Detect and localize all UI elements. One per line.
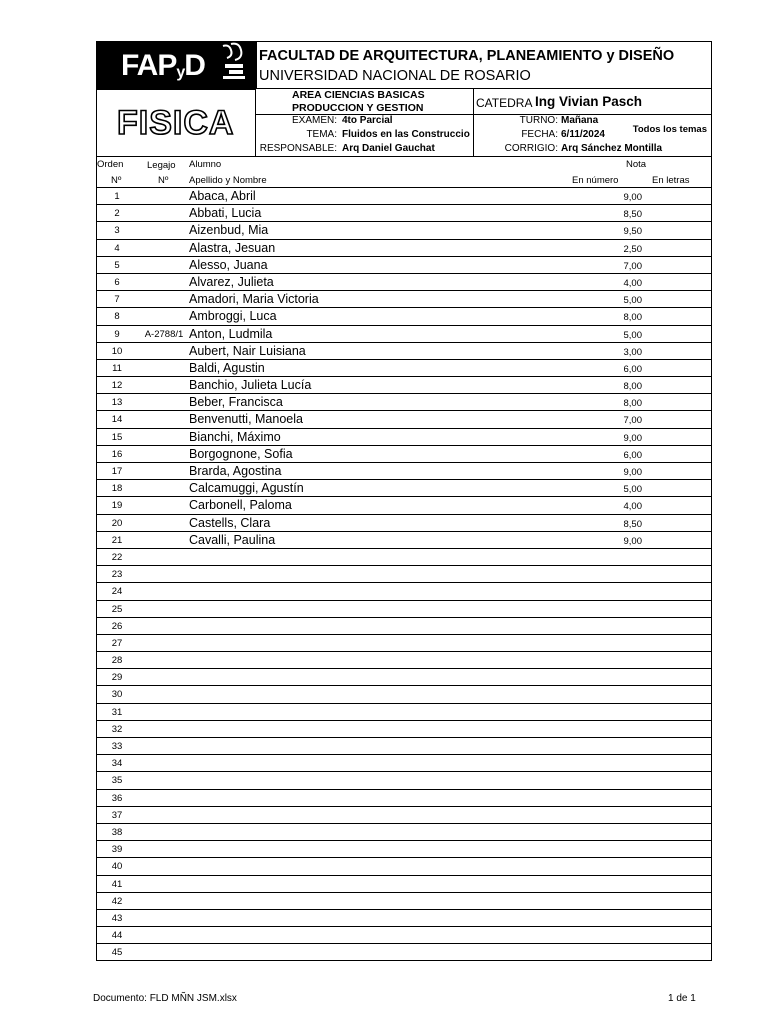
row-grade-number: 6,00	[623, 363, 642, 375]
table-row	[97, 394, 711, 411]
row-number: 42	[111, 895, 123, 907]
row-number: 31	[111, 706, 123, 718]
col-alumno: Alumno	[189, 159, 222, 170]
logo-text: FAPyD	[121, 49, 205, 82]
row-number: 23	[111, 569, 123, 581]
row-grade-number: 3,00	[623, 346, 642, 358]
table-row	[97, 291, 711, 308]
row-grade-number: 2,50	[623, 243, 642, 255]
table-row	[97, 429, 711, 446]
table-row	[97, 446, 711, 463]
row-student-name: Benvenutti, Manoela	[189, 412, 303, 427]
row-number: 18	[111, 483, 123, 495]
row-grade-number: 8,50	[623, 209, 642, 221]
tema-label: TEMA:	[306, 129, 337, 140]
table-row	[97, 824, 711, 841]
table-row	[97, 944, 711, 961]
row-student-name: Borgognone, Sofia	[189, 446, 293, 461]
table-row	[97, 790, 711, 807]
row-student-name: Beber, Francisca	[189, 395, 283, 410]
area-line-1: AREA CIENCIAS BASICAS	[292, 89, 425, 101]
row-number: 29	[111, 672, 123, 684]
table-row	[97, 222, 711, 239]
table-row	[97, 893, 711, 910]
table-row	[97, 807, 711, 824]
row-grade-number: 4,00	[623, 501, 642, 513]
table-row	[97, 549, 711, 566]
faculty-logo	[97, 42, 257, 89]
row-number: 7	[114, 294, 120, 306]
row-number: 15	[111, 431, 123, 443]
area-line-2: PRODUCCION Y GESTION	[292, 102, 424, 114]
col-orden: Orden	[97, 159, 124, 170]
university-name: UNIVERSIDAD NACIONAL DE ROSARIO	[259, 68, 531, 84]
row-student-name: Castells, Clara	[189, 515, 271, 530]
row-number: 16	[111, 448, 123, 460]
row-number: 6	[114, 276, 120, 288]
row-student-name: Banchio, Julieta Lucía	[189, 378, 312, 393]
turno-value: Mañana	[561, 115, 599, 126]
row-student-name: Ambroggi, Luca	[189, 309, 277, 324]
table-row	[97, 377, 711, 394]
row-grade-number: 8,00	[623, 381, 642, 393]
row-number: 24	[111, 586, 123, 598]
row-grade-number: 5,00	[623, 329, 642, 341]
table-row	[97, 652, 711, 669]
sheet-header	[96, 41, 712, 157]
table-row	[97, 343, 711, 360]
row-number: 17	[111, 466, 123, 477]
table-row	[97, 188, 711, 205]
row-number: 10	[111, 345, 123, 357]
row-number: 13	[111, 397, 123, 409]
col-legajo: Legajo	[147, 160, 176, 171]
row-student-name: Aizenbud, Mia	[189, 223, 269, 238]
tema-value: Fluidos en las Construccio	[342, 129, 470, 140]
row-number: 40	[111, 861, 123, 873]
row-number: 33	[111, 741, 123, 752]
column-header	[96, 157, 712, 188]
row-number: 26	[111, 620, 123, 632]
row-number: 32	[111, 723, 123, 735]
subject-title: FISICA	[117, 104, 235, 142]
row-number: 38	[111, 826, 123, 838]
table-row	[97, 411, 711, 428]
row-grade-number: 8,00	[623, 312, 642, 324]
table-row	[97, 532, 711, 549]
row-number: 43	[111, 912, 123, 924]
col-nota: Nota	[626, 159, 647, 170]
subject-box	[97, 89, 256, 156]
faculty-title: FACULTAD DE ARQUITECTURA, PLANEAMIENTO y DISEÑO	[259, 48, 675, 64]
table-row	[97, 704, 711, 721]
corrigio-label: CORRIGIO:	[504, 143, 558, 154]
row-number: 37	[111, 809, 123, 821]
table-row	[97, 240, 711, 257]
table-row	[97, 721, 711, 738]
examen-label: EXAMEN:	[291, 115, 337, 126]
row-student-name: Alesso, Juana	[189, 257, 268, 272]
logo-emblem-icon	[215, 42, 255, 82]
catedra-label: CATEDRA	[476, 96, 533, 110]
row-number: 39	[111, 844, 123, 856]
row-number: 9	[114, 328, 120, 340]
catedra-value: Ing Vivian Pasch	[535, 94, 643, 109]
col-apellido: Apellido y Nombre	[189, 175, 267, 186]
row-grade-number: 8,50	[623, 518, 642, 530]
row-number: 4	[114, 242, 120, 254]
table-row	[97, 566, 711, 583]
row-number: 22	[111, 551, 123, 563]
row-student-name: Anton, Ludmila	[189, 326, 273, 341]
row-grade-number: 5,00	[623, 484, 642, 496]
row-grade-number: 9,00	[623, 535, 642, 547]
row-grade-number: 4,00	[623, 277, 642, 289]
row-number: 12	[111, 380, 123, 392]
row-grade-number: 6,00	[623, 449, 642, 461]
table-row	[97, 583, 711, 600]
grade-sheet	[96, 41, 712, 961]
responsable-value: Arq Daniel Gauchat	[342, 143, 435, 154]
row-student-name: Alastra, Jesuan	[189, 240, 276, 255]
col-orden-n: Nº	[111, 175, 122, 186]
table-row	[97, 308, 711, 325]
table-row	[97, 669, 711, 686]
col-legajo-n: Nº	[158, 175, 169, 186]
table-row	[97, 257, 711, 274]
row-grade-number: 5,00	[623, 295, 642, 307]
table-row	[97, 463, 711, 480]
row-student-name: Alvarez, Julieta	[189, 274, 274, 289]
turno-label: TURNO:	[519, 115, 558, 126]
area-box	[256, 89, 474, 115]
row-student-name: Abbati, Lucia	[189, 206, 262, 221]
table-row	[97, 772, 711, 789]
row-number: 36	[111, 792, 123, 804]
table-row	[97, 205, 711, 222]
row-number: 14	[111, 414, 123, 426]
row-student-name: Brarda, Agostina	[189, 464, 282, 478]
row-grade-number: 8,00	[623, 398, 642, 410]
row-grade-number: 9,50	[623, 226, 642, 238]
footer-page: 1 de 1	[668, 993, 696, 1004]
table-row	[97, 360, 711, 377]
table-row	[97, 635, 711, 652]
fecha-label: FECHA:	[521, 129, 558, 140]
table-row	[97, 274, 711, 291]
row-number: 2	[114, 208, 120, 220]
row-student-name: Carbonell, Paloma	[189, 498, 292, 513]
row-student-name: Baldi, Agustin	[189, 360, 265, 375]
row-number: 1	[114, 191, 120, 202]
row-grade-number: 9,00	[623, 192, 642, 203]
row-number: 41	[111, 878, 123, 890]
table-row	[97, 686, 711, 703]
row-number: 20	[111, 517, 123, 529]
responsable-label: RESPONSABLE:	[259, 143, 337, 154]
table-row	[97, 326, 711, 343]
col-en-letras: En letras	[652, 175, 690, 186]
table-row	[97, 480, 711, 497]
row-grade-number: 7,00	[623, 415, 642, 427]
corrigio-value: Arq Sánchez Montilla	[561, 143, 663, 154]
row-grade-number: 7,00	[623, 260, 642, 272]
row-student-name: Aubert, Nair Luisiana	[189, 343, 306, 358]
row-number: 25	[111, 603, 123, 615]
row-grade-number: 9,00	[623, 432, 642, 444]
row-student-name: Bianchi, Máximo	[189, 429, 281, 444]
col-en-numero: En número	[572, 175, 619, 186]
row-student-name: Amadori, Maria Victoria	[189, 292, 319, 307]
examen-value: 4to Parcial	[342, 115, 393, 126]
table-row	[97, 515, 711, 532]
table-row	[97, 841, 711, 858]
row-number: 21	[111, 534, 123, 546]
footer-document: Documento: FLD MÑN JSM.xlsx	[93, 993, 237, 1004]
faculty-box	[256, 42, 711, 89]
table-row	[97, 755, 711, 772]
row-number: 28	[111, 655, 123, 667]
row-number: 8	[114, 311, 120, 323]
student-table	[96, 188, 712, 961]
fecha-value: 6/11/2024	[561, 129, 605, 140]
row-student-name: Calcamuggi, Agustín	[189, 481, 304, 496]
course-info	[474, 115, 711, 156]
table-row	[97, 927, 711, 944]
todos-los-temas: Todos los temas	[632, 124, 707, 135]
row-number: 11	[112, 362, 122, 374]
row-number: 45	[111, 947, 123, 959]
row-number: 3	[114, 225, 120, 237]
row-legajo: A-2788/1	[144, 328, 184, 340]
row-number: 34	[111, 758, 123, 770]
row-student-name: Abaca, Abril	[189, 189, 256, 203]
row-number: 5	[114, 259, 120, 271]
table-row	[97, 738, 711, 755]
table-row	[97, 497, 711, 514]
table-row	[97, 618, 711, 635]
row-number: 44	[111, 930, 123, 942]
table-row	[97, 910, 711, 927]
row-number: 27	[111, 637, 123, 649]
table-row	[97, 858, 711, 875]
catedra-box	[474, 89, 711, 115]
row-grade-number: 9,00	[623, 467, 642, 478]
row-number: 35	[111, 775, 123, 787]
table-row	[97, 876, 711, 893]
row-student-name: Cavalli, Paulina	[189, 532, 276, 547]
exam-info	[256, 115, 474, 156]
row-number: 30	[111, 689, 123, 701]
table-row	[97, 601, 711, 618]
row-number: 19	[111, 500, 123, 512]
